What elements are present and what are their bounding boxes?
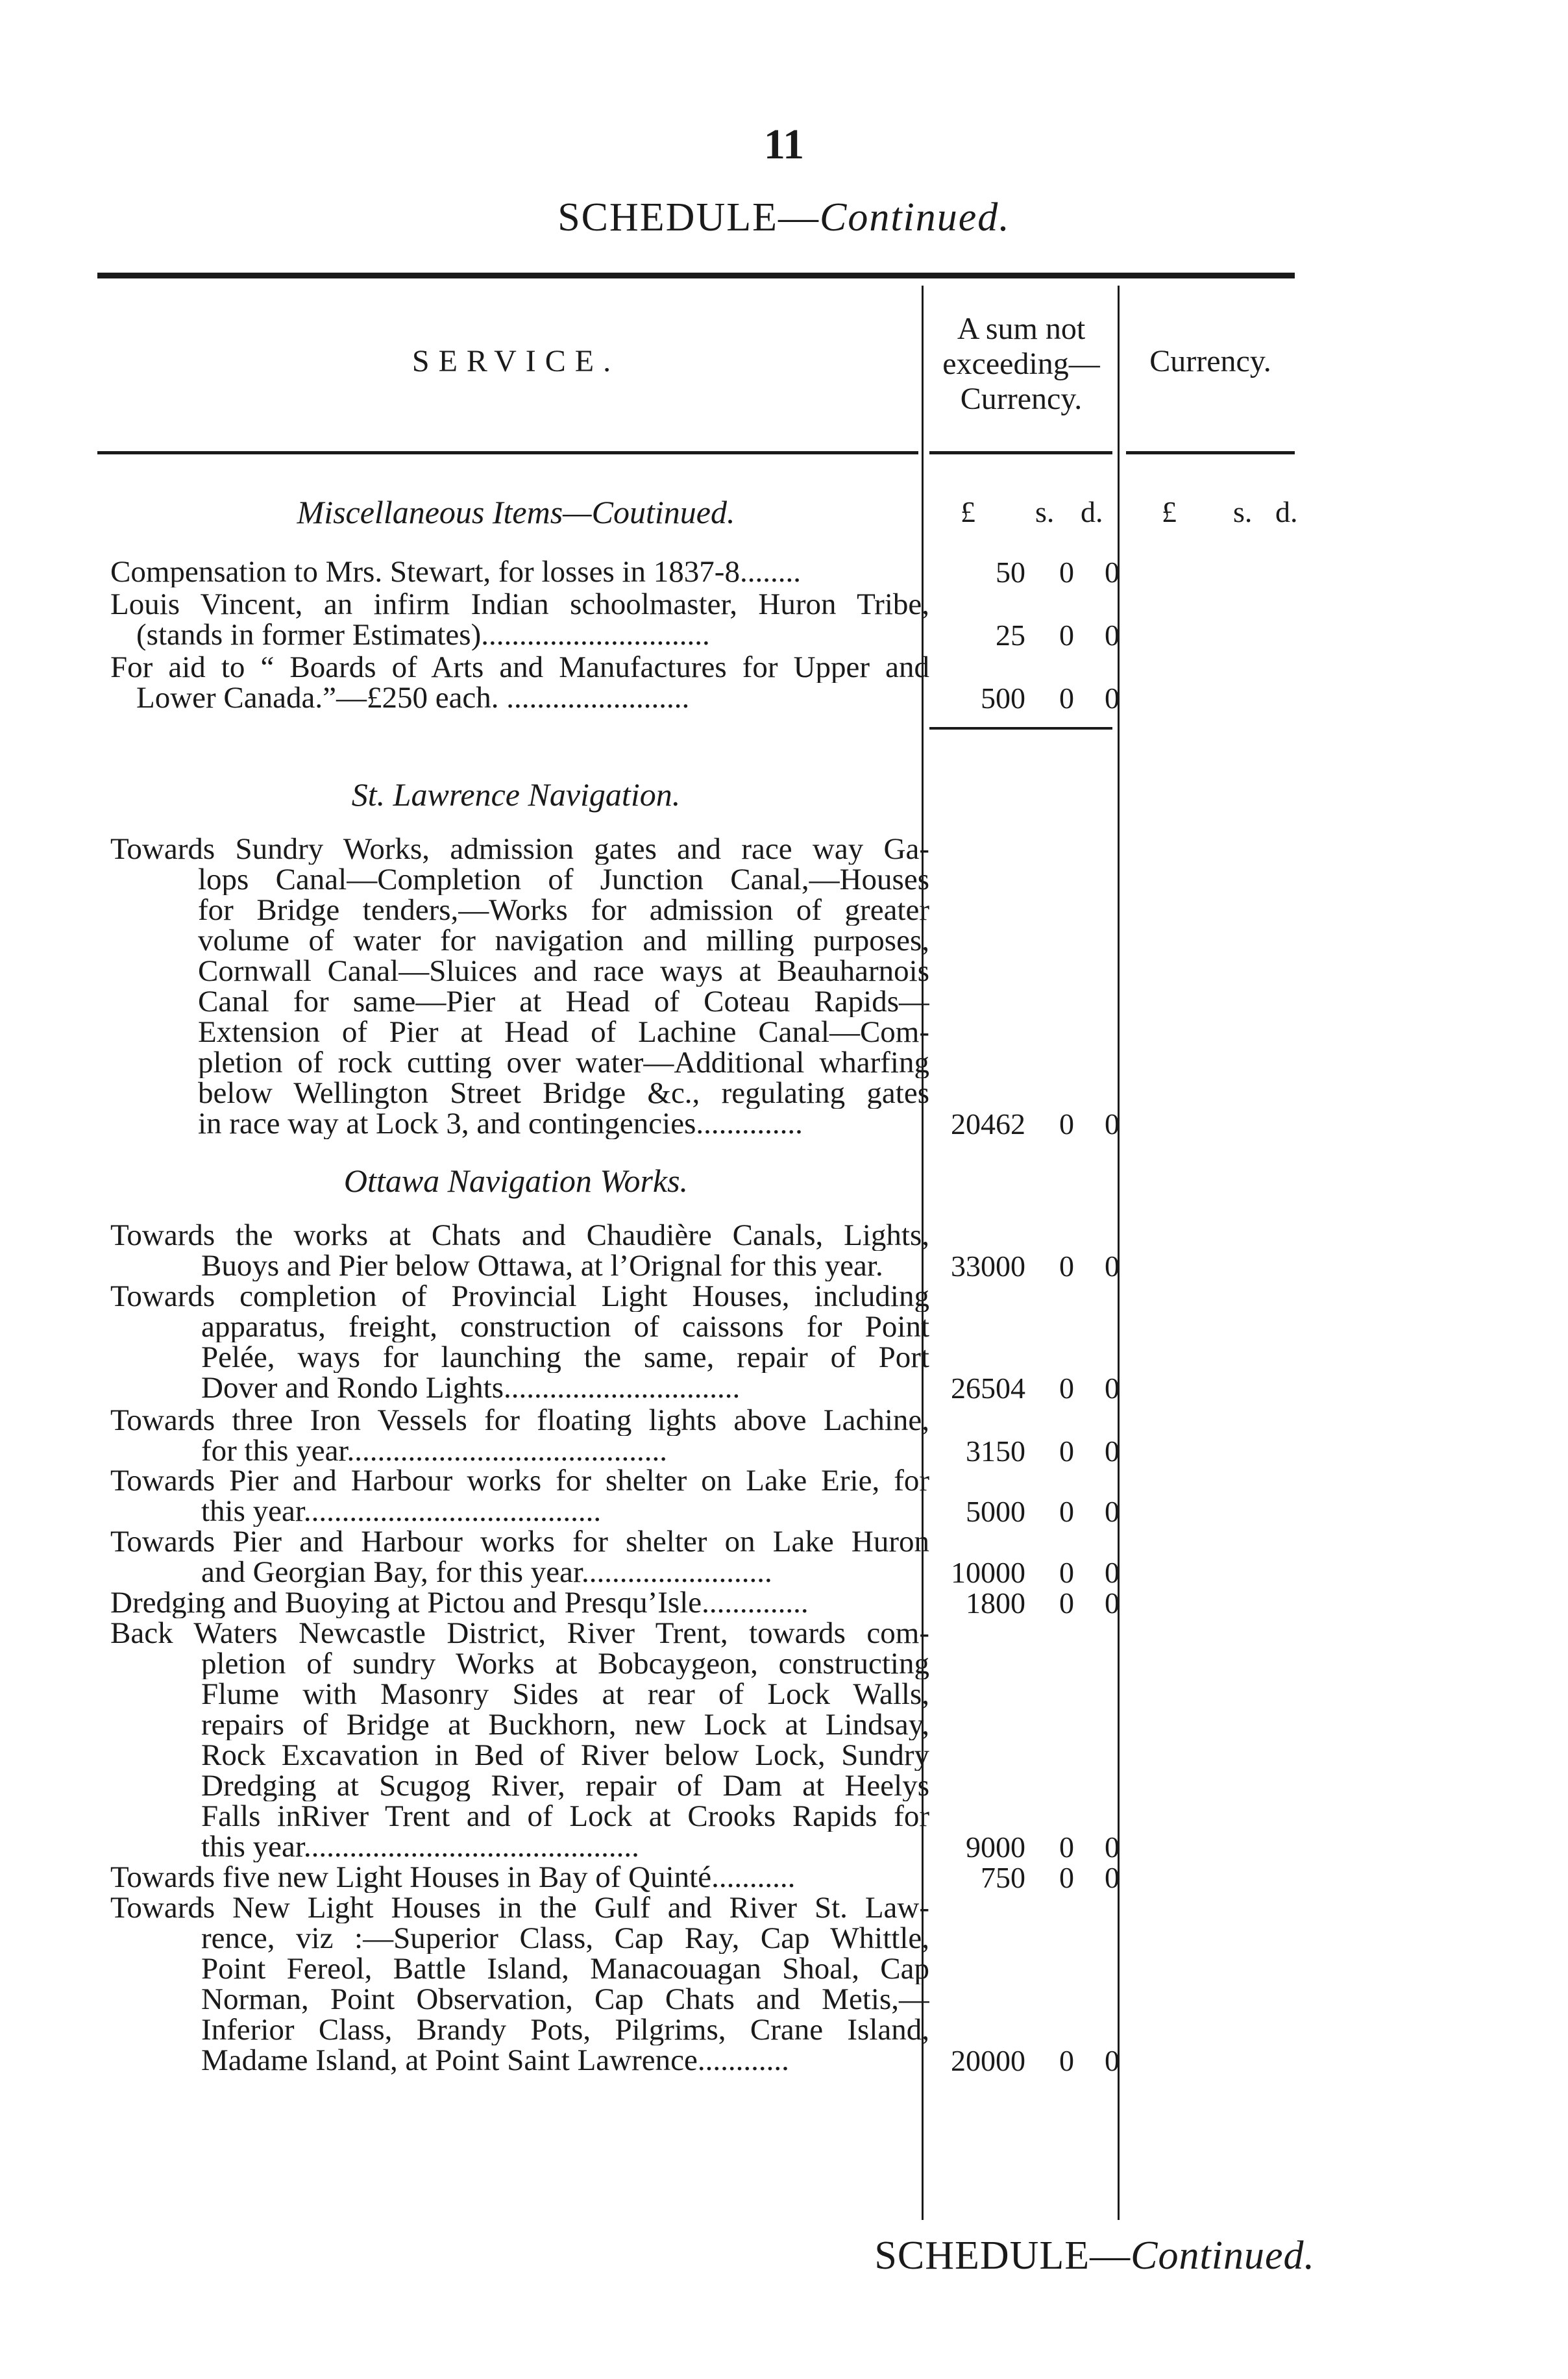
top-rule xyxy=(97,273,1295,278)
footer-catchword: SCHEDULE—Continued. xyxy=(874,2234,1315,2278)
amount-back-waters: 9000 0 0 xyxy=(966,1830,1120,1864)
entry-mrs-stewart: Compensation to Mrs. Stewart, for losses in 1837-8........ xyxy=(110,557,801,587)
entry-gulf-st-lawrence: Towards New Light Houses in the Gulf and River St. Law- rence, viz :—Superior Class, Cap Ray, Cap Whittle, Point Fereol, Battle Island, Manacouagan Shoal, Cap Norman, Point Observation, Cap Chats and Metis,— Inferior Class, Brandy Pots, Pilgrims, Crane Island, Madame Island, at Point Saint Lawrence............ xyxy=(110,1893,929,2076)
amount-mrs-stewart: 50 0 0 xyxy=(996,556,1120,589)
amount-bay-of-quinte: 750 0 0 xyxy=(981,1861,1120,1894)
subtotal-rule xyxy=(929,727,1112,730)
header-rule-sum xyxy=(929,451,1112,454)
entry-bay-of-quinte: Towards five new Light Houses in Bay of Quinté........... xyxy=(110,1862,796,1893)
entry-chats-chaudiere: Towards the works at Chats and Chaudière Canals, Lights, Buoys and Pier below Ottawa, at l’Orignal for this year. xyxy=(110,1220,929,1281)
entry-lake-erie: Towards Pier and Harbour works for shelter on Lake Erie, for this year....................................... xyxy=(110,1466,929,1527)
amount-louis-vincent: 25 0 0 xyxy=(996,619,1120,652)
entry-boards-of-arts: For aid to “ Boards of Arts and Manufactures for Upper and Lower Canada.”—£250 each. ........................ xyxy=(110,652,929,713)
amount-chats-chaudiere: 33000 0 0 xyxy=(951,1250,1120,1283)
entry-louis-vincent: Louis Vincent, an infirm Indian schoolmaster, Huron Tribe, (stands in former Estimates).............................. xyxy=(110,589,929,650)
sum-header: A sum not exceeding— Currency. xyxy=(942,312,1100,416)
page-number: 11 xyxy=(763,121,805,168)
amount-provincial-light-houses: 26504 0 0 xyxy=(951,1372,1120,1405)
service-header: SERVICE. xyxy=(411,344,620,378)
amount-lake-huron: 10000 0 0 xyxy=(951,1556,1120,1589)
currency-header: Currency. xyxy=(1149,344,1271,378)
section-heading-st-lawrence: St. Lawrence Navigation. xyxy=(351,776,681,813)
entry-iron-vessels: Towards three Iron Vessels for floating lights above Lachine, for this year.......................................... xyxy=(110,1405,929,1466)
page-title: SCHEDULE—Continued. xyxy=(557,195,1011,240)
header-rule-service xyxy=(97,451,918,454)
amount-boards-of-arts: 500 0 0 xyxy=(981,682,1120,715)
entry-lake-huron: Towards Pier and Harbour works for shelter on Lake Huron and Georgian Bay, for this year......................... xyxy=(110,1527,929,1588)
section-heading-misc: Miscellaneous Items—Coutinued. xyxy=(297,494,735,530)
amount-st-lawrence-works: 20462 0 0 xyxy=(951,1107,1120,1140)
entry-pictou: Dredging and Buoying at Pictou and Presqu’Isle.............. xyxy=(110,1588,809,1618)
section-heading-ottawa: Ottawa Navigation Works. xyxy=(343,1163,689,1199)
amount-gulf-st-lawrence: 20000 0 0 xyxy=(951,2044,1120,2077)
amount-pictou: 1800 0 0 xyxy=(966,1586,1120,1620)
entry-provincial-light-houses: Towards completion of Provincial Light Houses, including apparatus, freight, construction of caissons for Point Pelée, ways for launching the same, repair of Port Dover and Rondo Lights............................... xyxy=(110,1281,929,1403)
header-rule-currency xyxy=(1126,451,1295,454)
amount-iron-vessels: 3150 0 0 xyxy=(966,1435,1120,1468)
entry-st-lawrence-works: Towards Sundry Works, admission gates and race way Ga- lops Canal—Completion of Junction Canal,—Houses for Bridge tenders,—Works for admission of greater volume of water for navigation and milling purposes, Cornwall Canal—Sluices and race ways at Beauharnois Canal for same—Pier at Head of Coteau Rapids— Extension of Pier at Head of Lachine Canal—Com- pletion of rock cutting over water—Additional wharfing below Wellington Street Bridge &c., regulating gates in race way at Lock 3, and contingencies.............. xyxy=(110,834,929,1139)
amount-lake-erie: 5000 0 0 xyxy=(966,1495,1120,1528)
entry-back-waters: Back Waters Newcastle District, River Trent, towards com- pletion of sundry Works at Bobcaygeon, constructing Flume with Masonry Sides at rear of Lock Walls, repairs of Bridge at Buckhorn, new Lock at Lindsay, Rock Excavation in Bed of River below Lock, Sundry Dredging at Scugog River, repair of Dam at Heelys Falls inRiver Trent and of Lock at Crooks Rapids for this year............................................ xyxy=(110,1618,929,1862)
